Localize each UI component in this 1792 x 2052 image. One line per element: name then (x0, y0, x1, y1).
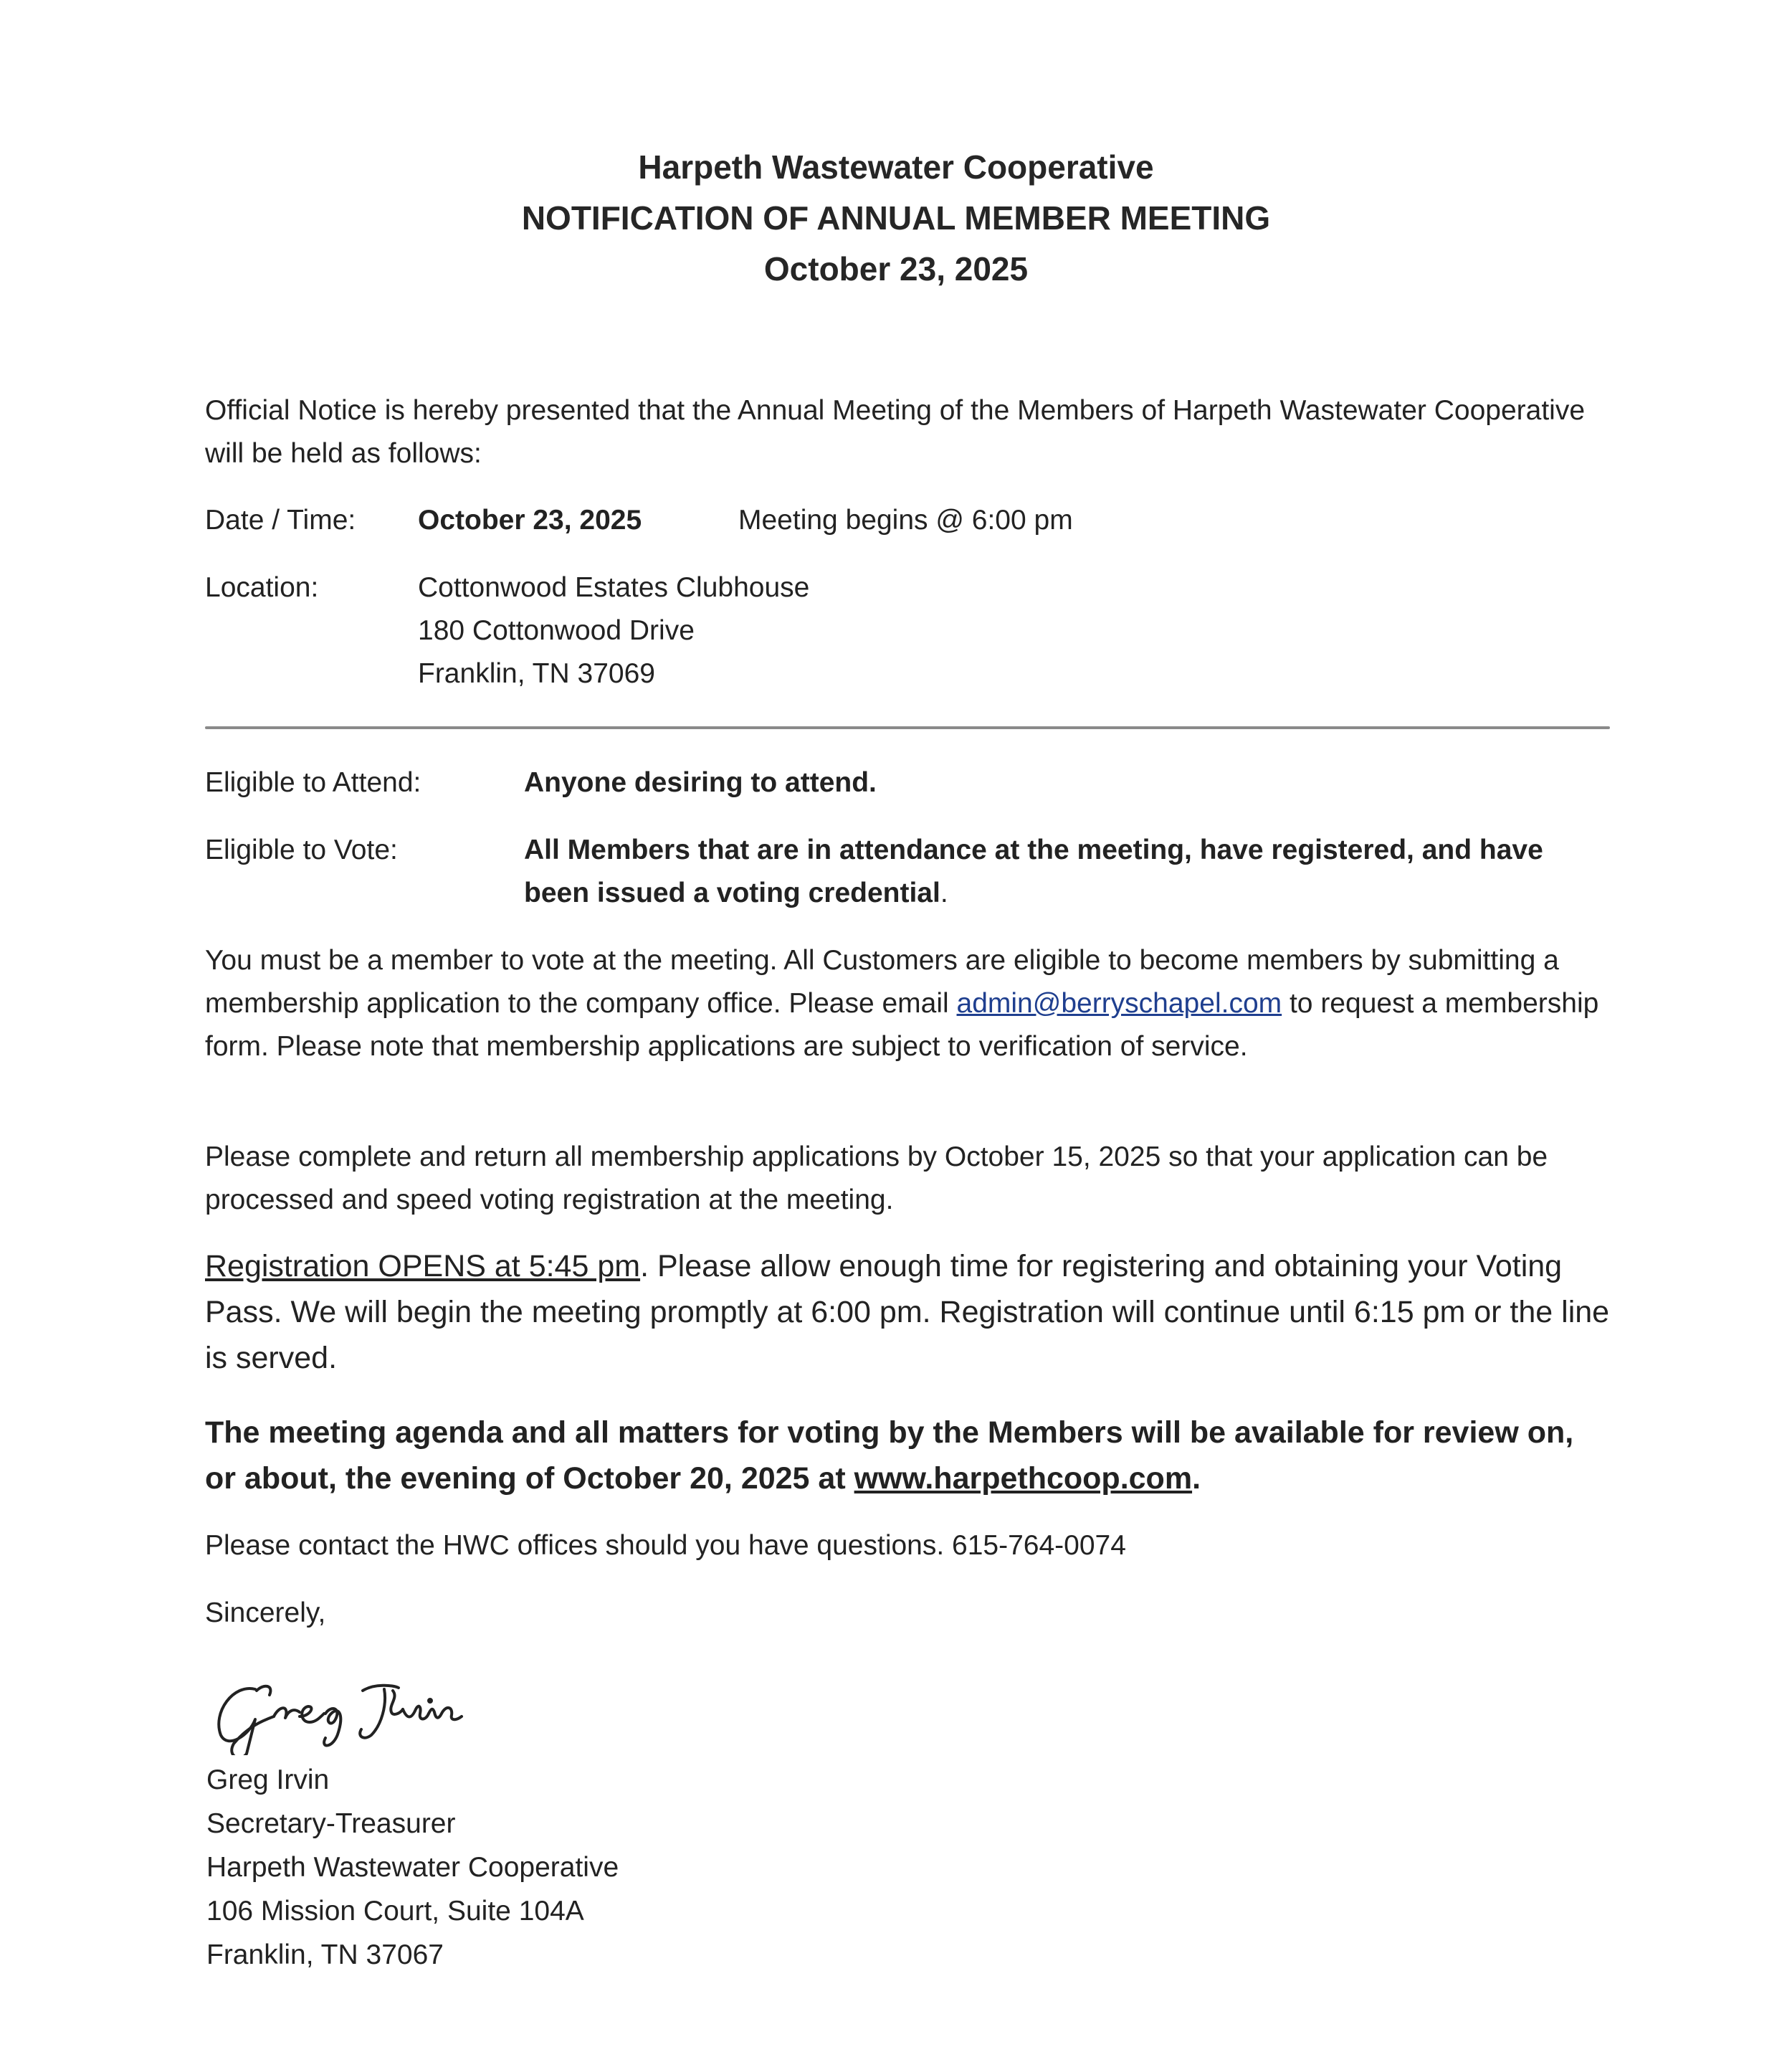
eligible-vote-value (524, 829, 1543, 915)
agenda-paragraph (205, 1410, 1610, 1501)
meeting-date-heading: October 23, 2025 (763, 250, 1029, 288)
section-divider (205, 726, 1610, 729)
agenda-text: The meeting agenda and all matters for voting by the Members will be available for review on, or about, the evening of October 20, 2025 at (205, 1415, 1574, 1496)
membership-text-after: to request a membership form. Please note that membership applications are subject to verification of service. (205, 988, 1599, 1062)
registration-details: . Please allow enough time for registering and obtaining your Voting Pass. We will begin the meeting promptly at 6:00 pm. Registration will continue until 6:15 pm or the line is served. (205, 1249, 1610, 1375)
signer-title: Secretary-Treasurer (206, 1808, 456, 1839)
registration-paragraph (205, 1243, 1610, 1381)
notice-title: NOTIFICATION OF ANNUAL MEMBER MEETING (521, 199, 1271, 237)
membership-paragraph (205, 939, 1610, 1068)
signer-block (206, 1758, 619, 1977)
location-city: Franklin, TN 37069 (418, 658, 655, 689)
location-address (418, 566, 809, 695)
eligible-attend-label: Eligible to Attend: (205, 767, 421, 798)
signer-address-1: 106 Mission Court, Suite 104A (206, 1896, 584, 1927)
eligible-vote-line-1: All Members that are in attendance at the meeting, have registered, and have (524, 835, 1543, 865)
eligible-vote-period: . (940, 878, 948, 908)
eligible-vote-label: Eligible to Vote: (205, 835, 398, 865)
contact-line: Please contact the HWC offices should you have questions. 615-764-0074 (205, 1530, 1126, 1561)
website-link[interactable]: www.harpethcoop.com (854, 1461, 1193, 1496)
signature-image (205, 1669, 477, 1755)
closing-salutation: Sincerely, (205, 1597, 326, 1628)
eligible-vote-line-2: been issued a voting credential (524, 878, 940, 908)
deadline-paragraph: Please complete and return all membership applications by October 15, 2025 so that your application can be processed and speed voting registration at the meeting. (205, 1141, 1548, 1215)
date-time-label: Date / Time: (205, 505, 356, 536)
intro-paragraph: Official Notice is hereby presented that the Annual Meeting of the Members of Harpeth Wastewater Cooperative will be held as follows: (205, 395, 1586, 469)
meeting-date: October 23, 2025 (418, 505, 642, 536)
admin-email-link[interactable]: admin@berryschapel.com (956, 988, 1282, 1019)
document-header (0, 142, 1792, 295)
location-label: Location: (205, 572, 319, 603)
eligible-attend-value: Anyone desiring to attend. (524, 767, 877, 798)
agenda-period: . (1192, 1461, 1201, 1496)
membership-text-before: You must be a member to vote at the meeting. All Customers are eligible to become members by submitting a membership application to the company office. Please email (205, 945, 1559, 1019)
org-name: Harpeth Wastewater Cooperative (638, 148, 1154, 186)
location-venue: Cottonwood Estates Clubhouse (418, 572, 810, 603)
location-street: 180 Cottonwood Drive (418, 615, 695, 646)
signer-name: Greg Irvin (206, 1764, 330, 1795)
signer-address-2: Franklin, TN 37067 (206, 1939, 444, 1970)
signer-org: Harpeth Wastewater Cooperative (206, 1852, 619, 1883)
meeting-time: Meeting begins @ 6:00 pm (738, 505, 1073, 536)
registration-opens: Registration OPENS at 5:45 pm (205, 1249, 641, 1283)
